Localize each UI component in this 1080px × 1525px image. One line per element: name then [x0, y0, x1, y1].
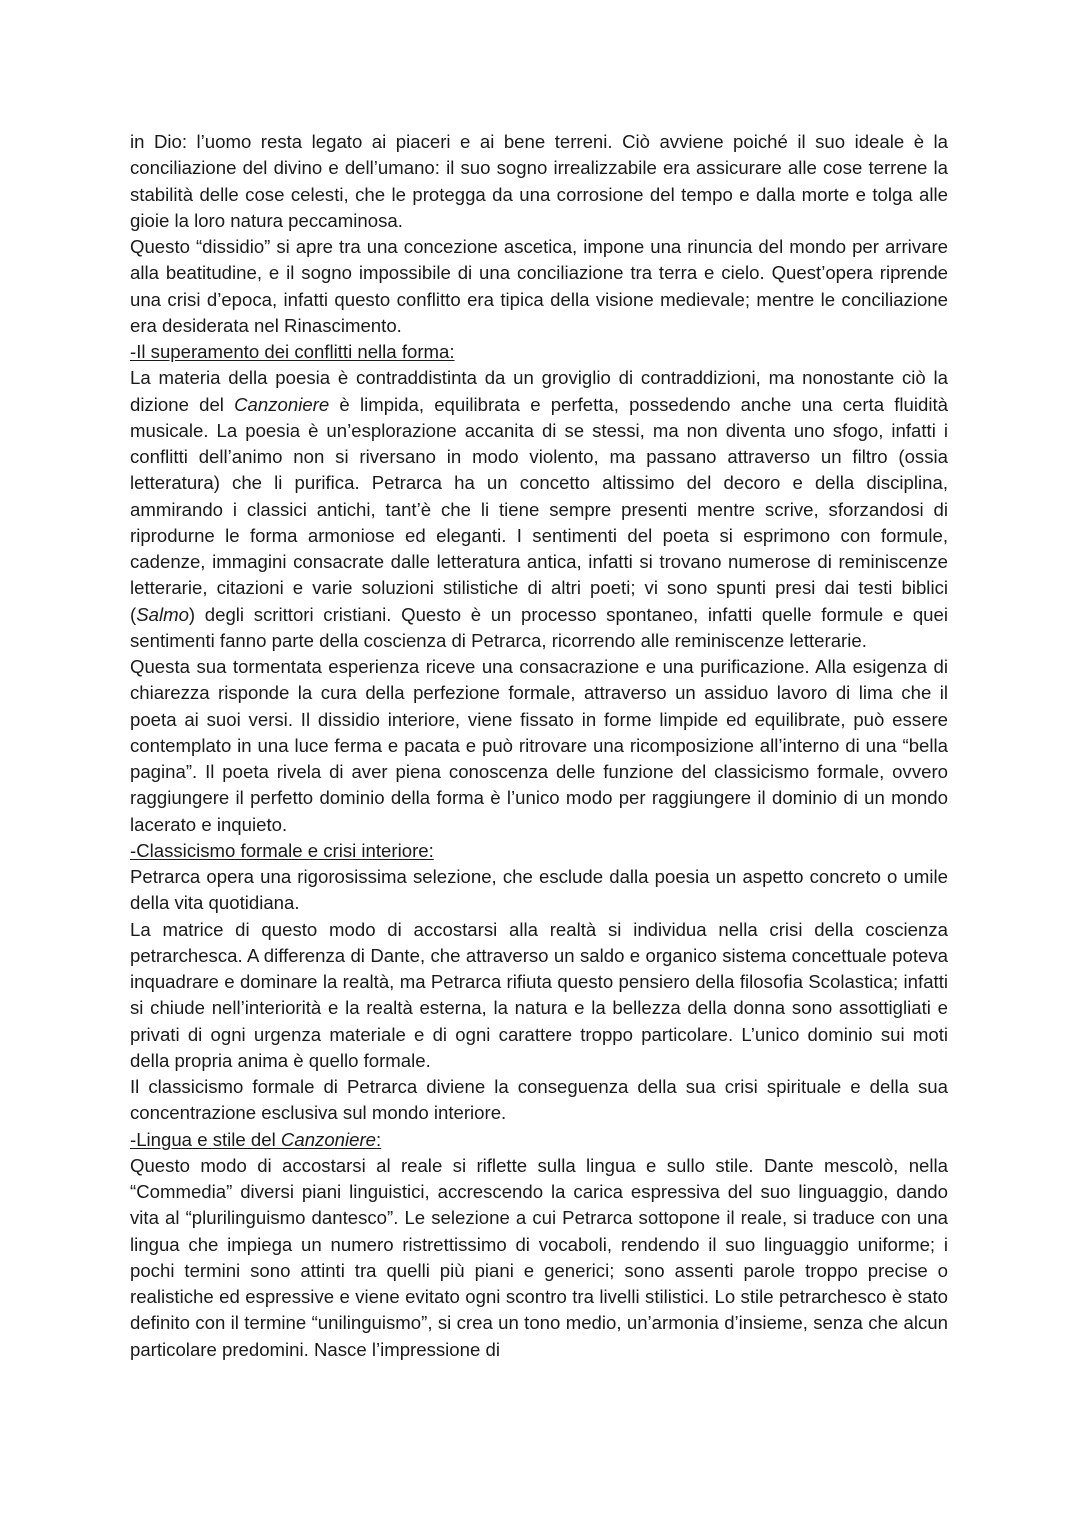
- text-segment: Questo “dissidio” si apre tra una concezione ascetica, impone una rinuncia del mondo per arrivare alla beatitudine, e il sogno impossibile di una conciliazione tra terra e cielo. Quest’opera riprende una crisi d’epoca, infatti questo conflitto era tipica della visione medievale; mentre le conciliazione era desiderata nel Rinascimento.: [130, 236, 948, 336]
- section-heading: [130, 1127, 948, 1153]
- text-segment: Questa sua tormentata esperienza riceve una consacrazione e una purificazione. Alla esigenza di chiarezza risponde la cura della perfezione formale, attraverso un assiduo lavoro di lima che il poeta ai suoi versi. Il dissidio interiore, viene fissato in forme limpide ed equilibrate, può essere contemplato in una luce ferma e pacata e può ritrovare una ricomposizione all’interno di una “bella pagina”. Il poeta rivela di aver piena conoscenza delle funzione del classicismo formale, ovvero raggiungere il perfetto dominio della forma è l’unico modo per raggiungere il dominio di un mondo lacerato e inquieto.: [130, 656, 948, 835]
- section-heading: [130, 339, 948, 365]
- document-page: [130, 129, 948, 1363]
- text-segment: Il classicismo formale di Petrarca diviene la conseguenza della sua crisi spirituale e della sua concentrazione esclusiva sul mondo interiore.: [130, 1076, 948, 1124]
- text-segment: La matrice di questo modo di accostarsi alla realtà si individua nella crisi della coscienza petrarchesca. A differenza di Dante, che attraverso un saldo e organico sistema concettuale poteva inquadrare e dominare la realtà, ma Petrarca rifiuta questo pensiero della filosofia Scolastica; infatti si chiude nell’interiorità e la realtà esterna, la natura e la bellezza della donna sono assottigliati e privati di ogni urgenza materiale e di ogni carattere troppo particolare. L’unico dominio sui moti della propria anima è quello formale.: [130, 918, 948, 1071]
- text-segment: Petrarca opera una rigorosissima selezione, che esclude dalla poesia un aspetto concreto o umile della vita quotidiana.: [130, 866, 948, 914]
- text-segment: La materia della poesia è contraddistinta da un groviglio di contraddizioni, ma nonostante ciò la dizione del: [130, 367, 948, 415]
- italic-text: Salmo: [136, 603, 189, 625]
- text-segment: Questo modo di accostarsi al reale si riflette sulla lingua e sullo stile. Dante mescolò, nella “Commedia” diversi piani linguistici, accrescendo la carica espressiva del suo linguaggio, dando vita al “plurilinguismo dantesco”. Le selezione a cui Petrarca sottopone il reale, si traduce con una lingua che impiega un numero ristrettissimo di vocaboli, rendendo il suo linguaggio uniforme; i pochi termini sono attinti tra quelli più piani e generici; sono assenti parole troppo precise o realistiche ed espressive e viene evitato ogni scontro tra livelli stilistici. Lo stile petrarchesco è stato definito con il termine “unilinguismo”, si crea un tono medio, un’armonia d’insieme, senza che alcun particolare predomini. Nasce l’impressione di: [130, 1154, 948, 1360]
- paragraph: [130, 1153, 948, 1363]
- text-segment: -Il superamento dei conflitti nella forma:: [130, 341, 455, 362]
- italic-text: Canzoniere: [234, 393, 330, 415]
- text-segment: è limpida, equilibrata e perfetta, possedendo anche una certa fluidità musicale. La poesia è un’esplorazione accanita di se stessi, ma non diventa uno sfogo, infatti i conflitti dell’animo non si riversano in modo violento, ma passano attraverso un filtro (ossia letteratura) che li purifica. Petrarca ha un concetto altissimo del decoro e della disciplina, ammirando i classici antichi, tant’è che li tiene sempre presenti mentre scrive, sforzandosi di riprodurne le forma armoniose ed eleganti. I sentimenti del poeta si esprimono con formule, cadenze, immagini consacrate dalle letteratura antica, infatti si trovano numerose di reminiscenze letterarie, citazioni e varie soluzioni stilistiche di altri poeti; vi sono spunti presi dai testi biblici (: [130, 393, 948, 625]
- paragraph: [130, 365, 948, 654]
- paragraph: [130, 234, 948, 339]
- paragraph: [130, 1074, 948, 1127]
- paragraph: [130, 917, 948, 1075]
- text-segment: in Dio: l’uomo resta legato ai piaceri e ai bene terreni. Ciò avviene poiché il suo ideale è la conciliazione del divino e dell’umano: il suo sogno irrealizzabile era assicurare alle cose terrene la stabilità delle cose celesti, che le protegga da una corrosione del tempo e dalla morte e tolga alle gioie la loro natura peccaminosa.: [130, 131, 948, 231]
- paragraph: [130, 654, 948, 838]
- paragraph: [130, 129, 948, 234]
- paragraph: [130, 864, 948, 917]
- text-segment: :: [376, 1128, 382, 1150]
- text-segment: ) degli scrittori cristiani. Questo è un processo spontaneo, infatti quelle formule e quei sentimenti fanno parte della coscienza di Petrarca, ricorrendo alle reminiscenze letterarie.: [130, 603, 948, 651]
- italic-text: Canzoniere: [280, 1128, 377, 1150]
- text-segment: -Classicismo formale e crisi interiore:: [130, 839, 434, 861]
- text-segment: -Lingua e stile del: [130, 1128, 281, 1150]
- section-heading: [130, 838, 948, 864]
